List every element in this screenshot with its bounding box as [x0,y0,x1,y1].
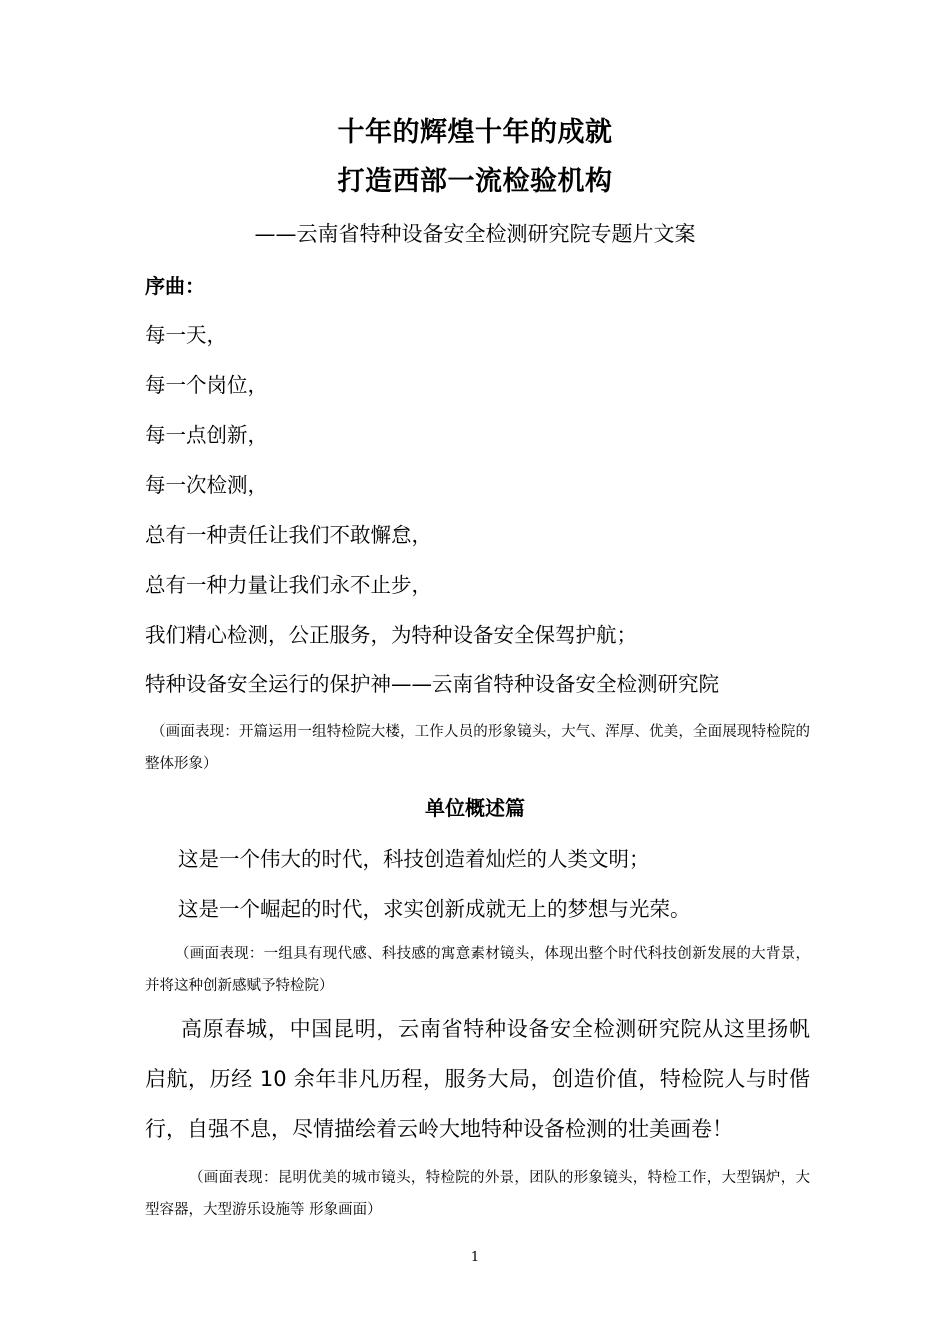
overview-note-2: （画面表现：昆明优美的城市镜头，特检院的外景，团队的形象镜头，特检工作，大型锅炉，大型容器，大型游乐设施等 形象画面） [145,1170,810,1218]
prelude-line-8: 特种设备安全运行的保护神——云南省特种设备安全检测研究院 [145,672,719,696]
page-number: 1 [470,1250,480,1265]
prelude-line-7: 我们精心检测，公正服务，为特种设备安全保驾护航； [145,623,637,647]
overview-paragraph: 高原春城，中国昆明，云南省特种设备安全检测研究院从这里扬帆启航，历经 10 余年非凡历程，服务大局，创造价值，特检院人与时偕行，自强不息，尽情描绘着云岭大地特种设备检测的壮美画卷！ [145,1017,810,1141]
prelude-line-1: 每一天， [145,323,227,347]
overview-line-1: 这是一个伟大的时代，科技创造着灿烂的人类文明； [178,847,650,871]
overview-line-2: 这是一个崛起的时代，求实创新成就无上的梦想与光荣。 [178,897,691,921]
prelude-line-6: 总有一种力量让我们永不止步， [145,573,432,597]
prelude-note: （画面表现：开篇运用一组特检院大楼，工作人员的形象镜头，大气、浑厚、优美，全面展现特检院的整体形象） [145,724,810,772]
prelude-line-4: 每一次检测， [145,473,268,497]
title-line-2: 打造西部一流检验机构 [337,166,613,197]
prelude-line-2: 每一个岗位， [145,373,268,397]
prelude-heading: 序曲： [145,274,205,298]
overview-note-1: （画面表现：一组具有现代感、科技感的寓意素材镜头，体现出整个时代科技创新发展的大背景，并将这种创新感赋予特检院） [145,946,810,994]
prelude-line-3: 每一点创新， [145,423,268,447]
overview-heading: 单位概述篇 [425,796,525,820]
subtitle: ——云南省特种设备安全检测研究院专题片文案 [254,222,696,246]
title-line-1: 十年的辉煌十年的成就 [337,117,613,148]
prelude-line-5: 总有一种责任让我们不敢懈怠， [145,523,432,547]
